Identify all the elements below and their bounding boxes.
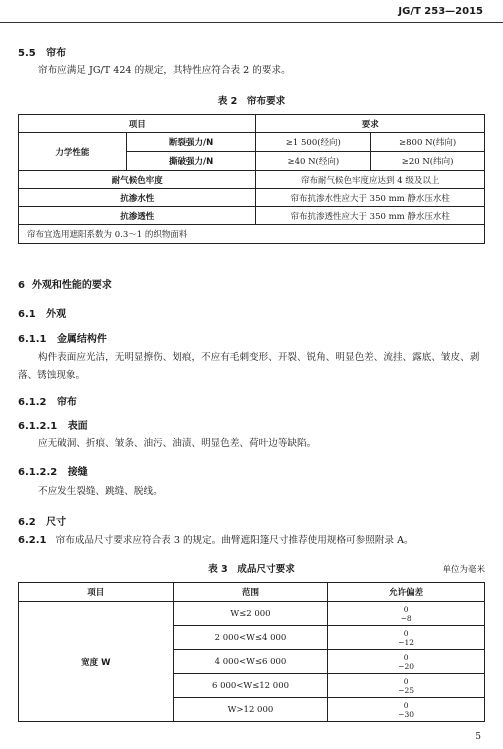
deviation-upper: 0: [403, 604, 409, 614]
section-title: 金属结构件: [56, 334, 107, 345]
table-3-unit: 单位为毫米: [442, 565, 485, 575]
section-6-2-1-text: [18, 533, 414, 549]
section-number: 6: [18, 280, 25, 291]
table-2-caption: 表 2 帘布要求: [217, 96, 286, 107]
water-resistance-requirement: 帘布抗渗水性应大于 350 mm 静水压水柱: [256, 189, 485, 207]
deviation-upper: 0: [403, 628, 409, 638]
section-number: 6.1.2: [18, 397, 47, 408]
breaking-strength-label: 断裂强力/N: [126, 133, 256, 152]
deviation-cell: [328, 650, 485, 674]
deviation-cell: [328, 698, 485, 722]
section-6-heading: [18, 276, 112, 291]
section-number: 6.1.2.1: [18, 421, 58, 432]
tear-strength-label: 撕破强力/N: [126, 152, 256, 171]
section-6-2-heading: [18, 513, 66, 528]
table-3-header-deviation: 允许偏差: [328, 583, 485, 602]
width-label: 宽度 W: [19, 602, 174, 722]
section-6-1-1-heading: [18, 330, 107, 345]
deviation-cell: [328, 602, 485, 626]
table-3-header-item: 项目: [19, 583, 174, 602]
deviation-upper: 0: [403, 700, 409, 710]
deviation-upper: 0: [403, 676, 409, 686]
section-number: 6.2: [18, 517, 36, 528]
section-6-1-2-2-heading: [18, 463, 88, 478]
header-rule: [0, 22, 503, 23]
mechanical-properties-label: 力学性能: [19, 133, 127, 171]
deviation-cell: [328, 626, 485, 650]
range-cell: W≤2 000: [173, 602, 328, 626]
deviation-lower: −8: [400, 613, 412, 623]
range-cell: 6 000<W≤12 000: [173, 674, 328, 698]
section-6-1-2-1-text: 应无破洞、折痕、皱条、油污、油渍、明显色差、荷叶边等缺陷。: [38, 438, 317, 449]
permeability-requirement: 帘布抗渗透性应大于 350 mm 静水压水柱: [256, 207, 485, 225]
section-number: 6.1.2.2: [18, 467, 58, 478]
tear-strength-weft: ≥20 N(纬向): [371, 152, 485, 171]
section-6-1-1-text-line2: 落、锈蚀现象。: [18, 370, 86, 381]
section-text: 帘布成品尺寸要求应符合表 3 的规定。曲臂遮阳篷尺寸推荐使用规格可参照附录 A。: [55, 535, 414, 546]
range-cell: 4 000<W≤6 000: [173, 650, 328, 674]
section-number: 6.2.1: [18, 535, 47, 546]
section-5-5-text: 帘布应满足 JG/T 424 的规定，其特性应符合表 2 的要求。: [38, 65, 291, 76]
range-cell: W>12 000: [173, 698, 328, 722]
section-6-1-1-text-line1: 构件表面应光洁，无明显擦伤、划痕，不应有毛刺变形、开裂、锐角、明显色差、流挂、露底、皱皮、剥: [38, 352, 480, 363]
section-title: 尺寸: [46, 517, 67, 528]
breaking-strength-warp: ≥1 500(经向): [256, 133, 371, 152]
breaking-strength-weft: ≥800 N(纬向): [371, 133, 485, 152]
deviation-lower: −25: [398, 685, 415, 695]
page-number: 5: [475, 732, 481, 742]
table-3-caption: 表 3 成品尺寸要求: [208, 564, 295, 575]
deviation-lower: −12: [398, 637, 415, 647]
table-2-header-item: 项目: [19, 115, 256, 133]
section-number: 6.1: [18, 309, 36, 320]
section-5-5-heading: [18, 44, 66, 59]
section-number: 6.1.1: [18, 334, 47, 345]
tear-strength-warp: ≥40 N(经向): [256, 152, 371, 171]
section-title: 帘布: [56, 397, 77, 408]
range-cell: 2 000<W≤4 000: [173, 626, 328, 650]
deviation-lower: −30: [398, 709, 415, 719]
deviation-lower: −20: [398, 661, 415, 671]
section-title: 外观和性能的要求: [31, 280, 112, 291]
deviation-upper: 0: [403, 652, 409, 662]
water-resistance-label: 抗渗水性: [19, 189, 256, 207]
table-2-header-requirement: 要求: [256, 115, 485, 133]
permeability-label: 抗渗透性: [19, 207, 256, 225]
section-title: 帘布: [46, 48, 67, 59]
section-number: 5.5: [18, 48, 36, 59]
table-2-note: 帘布宜选用遮阳系数为 0.3～1 的织物面料: [19, 225, 485, 244]
section-title: 外观: [46, 309, 67, 320]
deviation-cell: [328, 674, 485, 698]
section-6-1-2-heading: [18, 393, 77, 408]
weather-fastness-label: 耐气候色牢度: [19, 171, 256, 189]
table-2: [18, 114, 485, 244]
section-title: 接缝: [67, 467, 88, 478]
weather-fastness-requirement: 帘布耐气候色牢度应达到 4 级及以上: [256, 171, 485, 189]
section-6-1-2-2-text: 不应发生裂缝、跳缝、脱线。: [38, 486, 163, 497]
table-3-header-range: 范围: [173, 583, 328, 602]
section-title: 表面: [67, 421, 88, 432]
section-6-1-2-1-heading: [18, 417, 88, 432]
standard-code: JG/T 253—2015: [398, 6, 483, 17]
table-3: [18, 582, 485, 722]
section-6-1-heading: [18, 305, 66, 320]
